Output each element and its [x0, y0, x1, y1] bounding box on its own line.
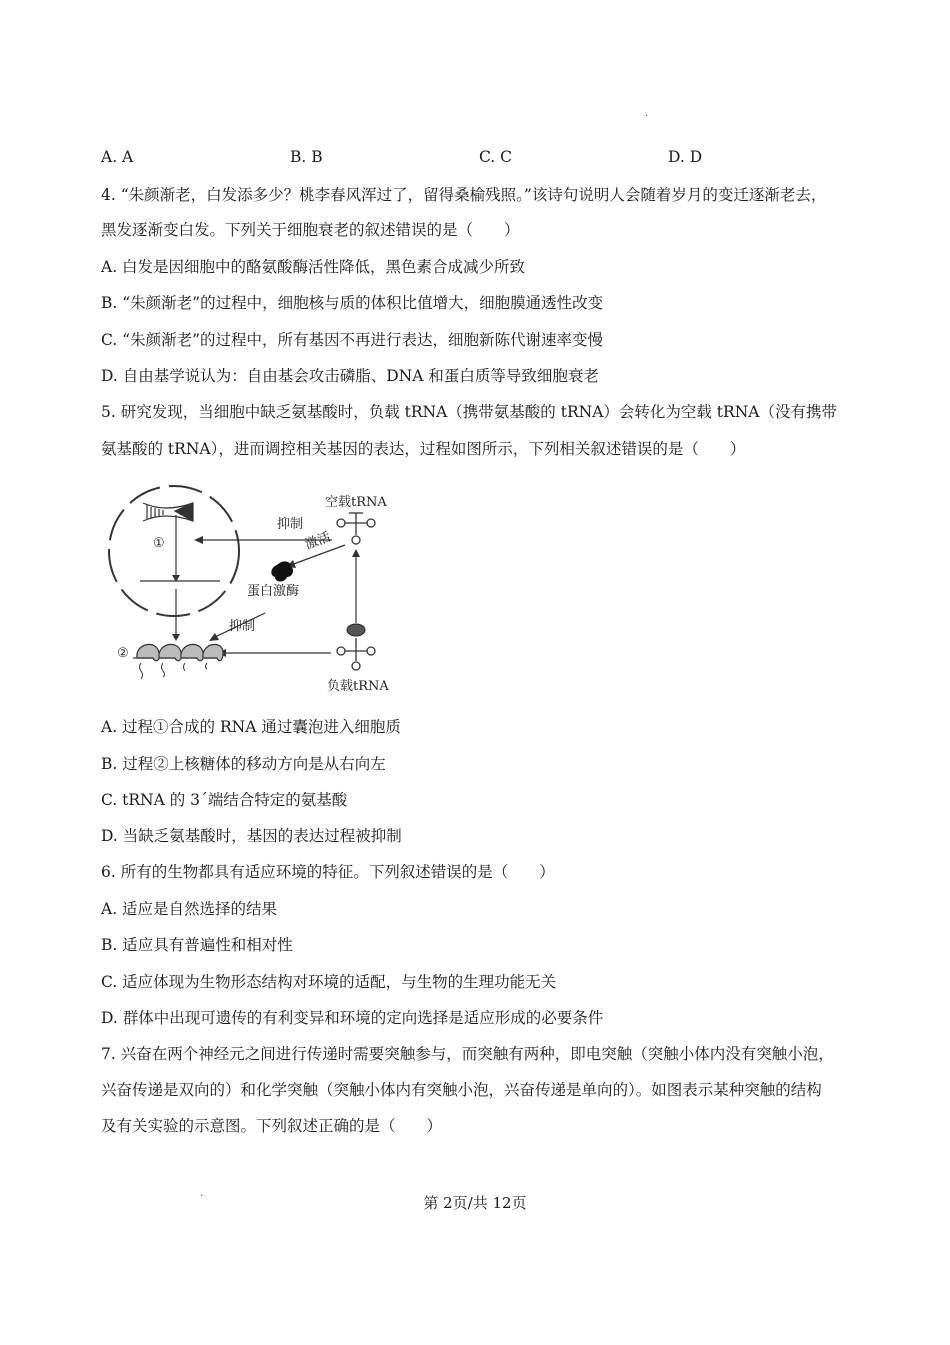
q6-stem: 6. 所有的生物都具有适应环境的特征。下列叙述错误的是（ ） — [101, 863, 555, 881]
dna-helix — [143, 503, 193, 521]
empty-trna-label: 空载tRNA — [325, 495, 387, 510]
q5-option-c: C. tRNA 的 3´端结合特定的氨基酸 — [101, 791, 348, 809]
q4-option-c: C. “朱颜渐老”的过程中，所有基因不再进行表达，细胞新陈代谢速率变慢 — [101, 331, 604, 349]
ribosomes-icon — [137, 644, 223, 660]
q7-stem-line1: 7. 兴奋在两个神经元之间进行传递时需要突触参与，而突触有两种，即电突触（突触小体内没有突触小泡， — [101, 1045, 834, 1063]
activate-label: 激活 — [303, 529, 333, 553]
q7-stem-line3: 及有关实验的示意图。下列叙述正确的是（ ） — [101, 1117, 443, 1135]
q4-stem-line2: 黑发逐渐变白发。下列关于细胞衰老的叙述错误的是（ ） — [101, 221, 520, 239]
empty-trna-icon — [337, 513, 375, 544]
loaded-trna-icon — [337, 638, 375, 670]
amino-acid-icon — [347, 624, 365, 636]
process1-label: ① — [153, 536, 165, 551]
q3-option-c: C. C — [479, 148, 513, 166]
page-footer: 第 2页/共 12页 — [423, 1194, 527, 1212]
q6-option-c: C. 适应体现为生物形态结构对环境的适配，与生物的生理功能无关 — [101, 973, 557, 991]
q4-stem-line1: 4. “朱颜渐老，白发添多少？桃李春风浑过了，留得桑榆残照。”该诗句说明人会随着岁月的变迁逐渐老去， — [101, 186, 827, 204]
scan-dot: . — [645, 108, 649, 119]
q5-stem-line1: 5. 研究发现，当细胞中缺乏氨基酸时，负载 tRNA（携带氨基酸的 tRNA）会转化为空载 tRNA（没有携带 — [101, 403, 837, 421]
q4-option-a: A. 白发是因细胞中的酪氨酸酶活性降低，黑色素合成减少所致 — [101, 258, 526, 276]
nuclear-envelope — [109, 486, 239, 616]
protein-kinase-icon — [271, 561, 293, 581]
q5-stem-line2: 氨基酸的 tRNA），进而调控相关基因的表达，过程如图所示，下列相关叙述错误的是（ ） — [101, 440, 746, 458]
process2-label: ② — [117, 646, 129, 661]
inhibit-bottom-label: 抑制 — [229, 619, 256, 634]
q5-option-a: A. 过程①合成的 RNA 通过囊泡进入细胞质 — [101, 718, 401, 736]
protein-kinase-label: 蛋白激酶 — [247, 584, 300, 599]
q5-option-d: D. 当缺乏氨基酸时，基因的表达过程被抑制 — [101, 827, 402, 845]
q6-option-a: A. 适应是自然选择的结果 — [101, 900, 278, 918]
q4-option-b: B. “朱颜渐老”的过程中，细胞核与质的体积比值增大，细胞膜通透性改变 — [101, 294, 604, 312]
inhibit-top-label: 抑制 — [277, 517, 304, 532]
q3-option-d: D. D — [668, 148, 703, 166]
peptide-chains — [140, 663, 208, 679]
q7-stem-line2: 兴奋传递是双向的）和化学突触（突触小体内有突触小泡，兴奋传递是单向的）。如图表示某种突触的结构 — [101, 1081, 822, 1099]
q6-option-b: B. 适应具有普遍性和相对性 — [101, 936, 293, 954]
gene-expression-diagram — [105, 483, 405, 698]
q4-option-d: D. 自由基学说认为：自由基会攻击磷脂、DNA 和蛋白质等导致细胞衰老 — [101, 367, 599, 385]
scan-dot-footer: . — [200, 1188, 204, 1199]
q3-option-b: B. B — [290, 148, 323, 166]
q3-option-a: A. A — [101, 148, 134, 166]
q5-option-b: B. 过程②上核糖体的移动方向是从右向左 — [101, 755, 386, 773]
loaded-trna-label: 负载tRNA — [327, 679, 389, 694]
q6-option-d: D. 群体中出现可遗传的有利变异和环境的定向选择是适应形成的必要条件 — [101, 1009, 604, 1027]
